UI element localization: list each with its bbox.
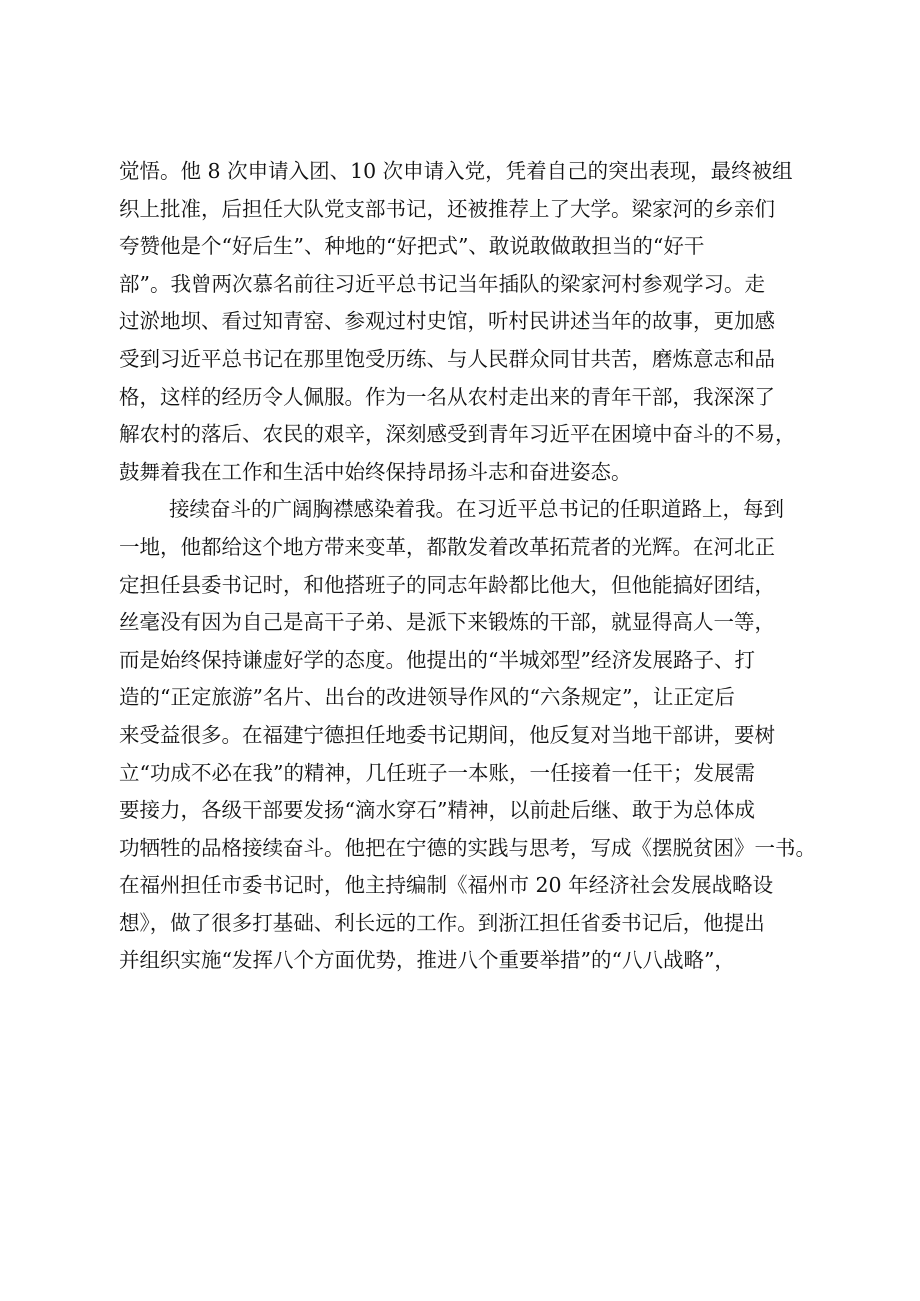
- text-line: 夸赞他是个“好后生”、种地的“好把式”、敢说敢做敢担当的“好干: [119, 234, 705, 259]
- text-line: 过淤地坝、看过知青窑、参观过村史馆，听村民讲述当年的故事，更加感: [119, 309, 775, 334]
- text-line: 织上批准，后担任大队党支部书记，还被推荐上了大学。梁家河的乡亲们: [119, 196, 775, 221]
- text-line: 功牺牲的品格接续奋斗。他把在宁德的实践与思考，写成《摆脱贫困》一书。: [119, 835, 816, 860]
- text-line: 一地，他都给这个地方带来变革，都散发着改革拓荒者的光辉。在河北正: [119, 534, 775, 559]
- text-line: 在福州担任市委书记时，他主持编制《福州市 20 年经济社会发展战略设: [119, 873, 774, 898]
- text-line: 解农村的落后、农民的艰辛，深刻感受到青年习近平在困境中奋斗的不易，: [119, 422, 796, 447]
- text-line: 格，这样的经历令人佩服。作为一名从农村走出来的青年干部，我深深了: [119, 384, 775, 409]
- text-line: 丝毫没有因为自己是高干子弟、是派下来锻炼的干部，就显得高人一等，: [119, 610, 775, 635]
- paragraph-1: [119, 153, 819, 491]
- text-line: 觉悟。他 8 次申请入团、10 次申请入党，凭着自己的突出表现，最终被组: [119, 159, 793, 183]
- text-line: 而是始终保持谦虚好学的态度。他提出的“半城郊型”经济发展路子、打: [119, 647, 755, 672]
- text-line: 接续奋斗的广阔胸襟感染着我。在习近平总书记的任职道路上，每到: [169, 497, 784, 522]
- text-line: 要接力，各级干部要发扬“滴水穿石”精神，以前赴后继、敢于为总体成: [119, 798, 755, 823]
- text-line: 想》，做了很多打基础、利长远的工作。到浙江担任省委书记后，他提出: [119, 910, 765, 935]
- text-line: 立“功成不必在我”的精神，几任班子一本账，一任接着一任干；发展需: [119, 760, 755, 785]
- text-line: 定担任县委书记时，和他搭班子的同志年龄都比他大，但他能搞好团结，: [119, 572, 775, 597]
- document-body: [119, 153, 819, 980]
- text-line: 部”。我曾两次慕名前往习近平总书记当年插队的梁家河村参观学习。走: [119, 271, 765, 296]
- paragraph-2: [119, 491, 819, 980]
- text-line: 来受益很多。在福建宁德担任地委书记期间，他反复对当地干部讲，要树: [119, 722, 775, 747]
- text-line: 造的“正定旅游”名片、出台的改进领导作风的“六条规定”，让正定后: [119, 685, 735, 710]
- text-line: 鼓舞着我在工作和生活中始终保持昂扬斗志和奋进姿态。: [119, 459, 632, 484]
- text-line: 并组织实施“发挥八个方面优势，推进八个重要举措”的“八八战略”，: [119, 948, 735, 973]
- text-line: 受到习近平总书记在那里饱受历练、与人民群众同甘共苦，磨炼意志和品: [119, 346, 775, 371]
